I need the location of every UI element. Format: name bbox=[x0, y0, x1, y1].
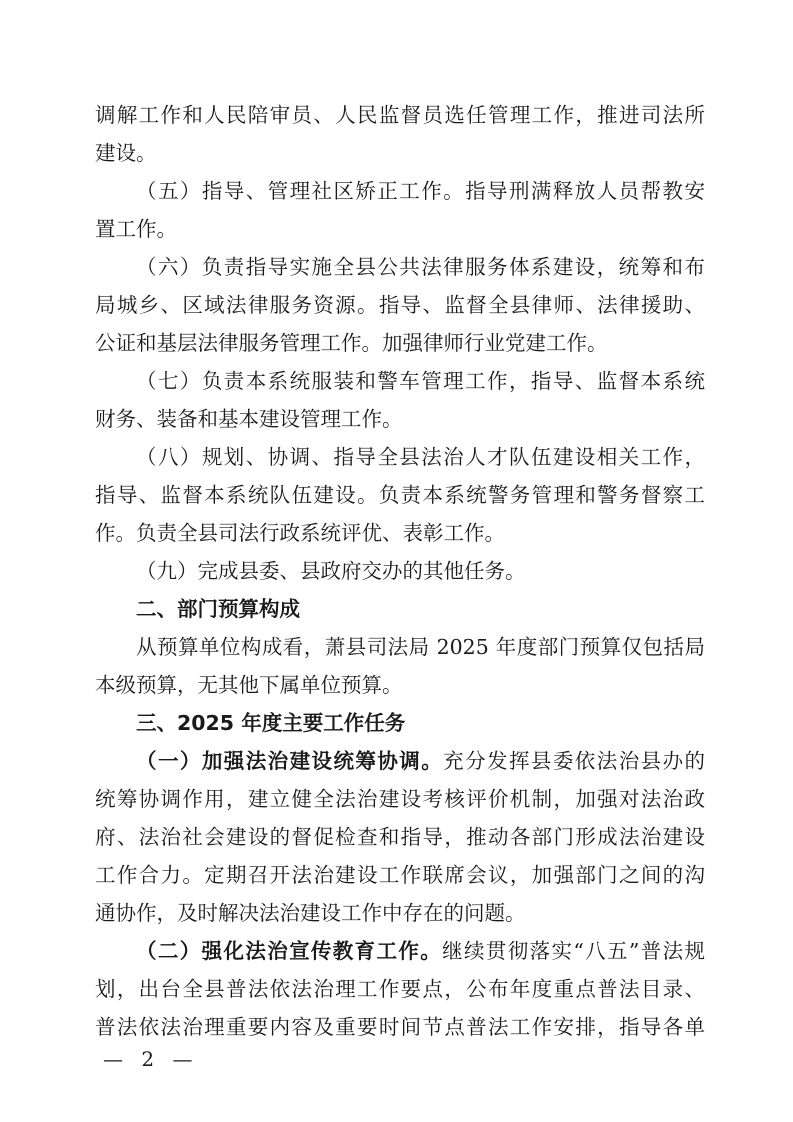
body-line: 划，出台全县普法依法治理工作要点，公布年度重点普法目录、 bbox=[95, 977, 705, 1001]
body-line: 统筹协调作用，建立健全法治建设考核评价机制，加强对法治政 bbox=[95, 787, 705, 811]
body-line: 公证和基层法律服务管理工作。加强律师行业党建工作。 bbox=[95, 331, 608, 355]
subsection-lead: （二）强化法治宣传教育工作。 bbox=[136, 939, 443, 963]
body-line bbox=[95, 742, 705, 780]
body-line: 调解工作和人民陪审员、人民监督员选任管理工作，推进司法所 bbox=[95, 103, 705, 127]
body-line: 本级预算，无其他下属单位预算。 bbox=[95, 673, 403, 697]
body-line: 普法依法治理重要内容及重要时间节点普法工作安排，指导各单 bbox=[95, 1015, 705, 1039]
body-line: 从预算单位构成看，萧县司法局 2025 年度部门预算仅包括局 bbox=[136, 635, 705, 659]
body-line: （五）指导、管理社区矫正工作。指导刑满释放人员帮教安 bbox=[136, 179, 705, 203]
body-line-text: 继续贯彻落实“八五”普法规 bbox=[442, 939, 705, 963]
body-line: 指导、监督本系统队伍建设。负责本系统警务管理和警务督察工 bbox=[95, 483, 705, 507]
body-line: 局城乡、区域法律服务资源。指导、监督全县律师、法律援助、 bbox=[95, 293, 705, 317]
body-line: 工作合力。定期召开法治建设工作联席会议，加强部门之间的沟 bbox=[95, 863, 705, 887]
body-line: 财务、装备和基本建设管理工作。 bbox=[95, 407, 403, 431]
body-line: （八）规划、协调、指导全县法治人才队伍建设相关工作， bbox=[136, 445, 705, 469]
body-line: 府、法治社会建设的督促检查和指导，推动各部门形成法治建设 bbox=[95, 825, 705, 849]
subsection-lead: （一）加强法治建设统筹协调。 bbox=[136, 749, 444, 773]
body-line: （九）完成县委、县政府交办的其他任务。 bbox=[136, 559, 526, 583]
body-line: 作。负责全县司法行政系统评优、表彰工作。 bbox=[95, 521, 505, 545]
section-heading: 二、部门预算构成 bbox=[136, 597, 300, 621]
body-line: 置工作。 bbox=[95, 217, 177, 241]
section-heading: 三、2025 年度主要工作任务 bbox=[136, 711, 406, 735]
document-body bbox=[95, 96, 705, 1046]
body-line bbox=[95, 932, 705, 970]
page-number: — 2 — bbox=[103, 1047, 199, 1071]
body-line: 通协作，及时解决法治建设工作中存在的问题。 bbox=[95, 901, 526, 925]
body-line-text: 充分发挥县委依法治县办的 bbox=[443, 749, 706, 773]
body-line: （六）负责指导实施全县公共法律服务体系建设，统筹和布 bbox=[136, 255, 705, 279]
body-line: （七）负责本系统服装和警车管理工作，指导、监督本系统 bbox=[136, 369, 705, 393]
body-line: 建设。 bbox=[95, 141, 157, 165]
